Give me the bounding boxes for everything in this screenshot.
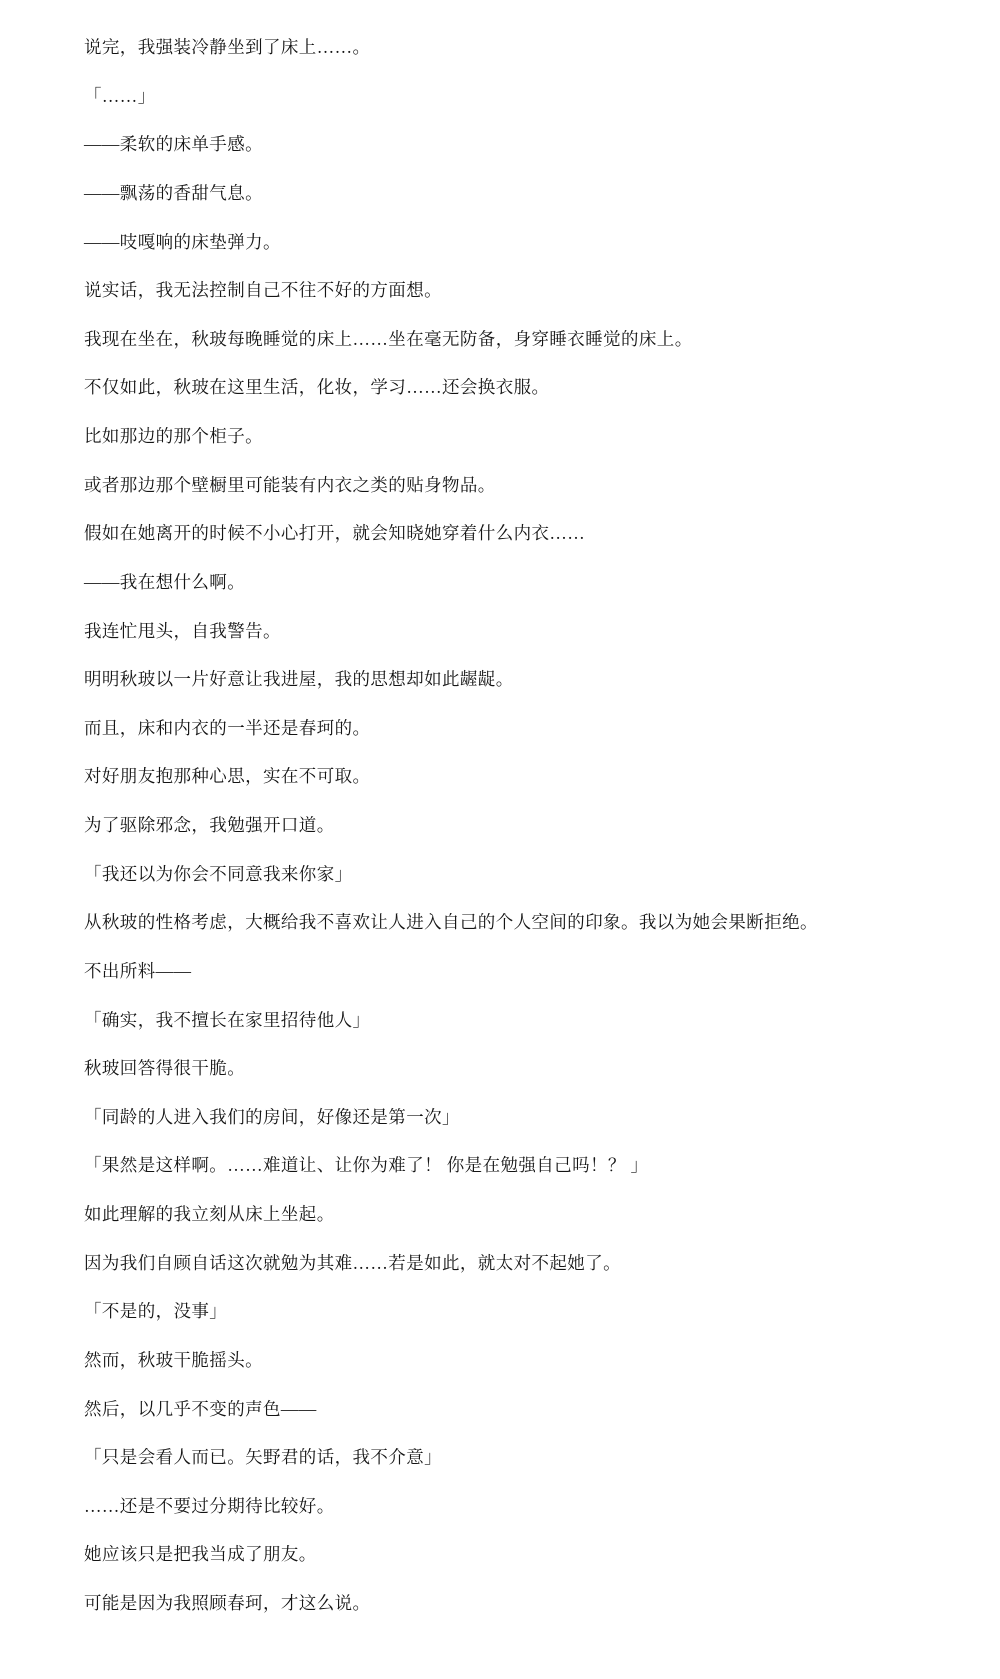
- paragraph: 可能是因为我照顾春珂，才这么说。: [84, 1593, 371, 1613]
- paragraph: 说完，我强装冷静坐到了床上……。: [84, 37, 371, 57]
- paragraph: 说实话，我无法控制自己不往不好的方面想。: [84, 280, 442, 301]
- paragraph: 然后，以几乎不变的声色——: [84, 1398, 317, 1419]
- paragraph: 她应该只是把我当成了朋友。: [84, 1544, 317, 1565]
- paragraph: 「果然是这样啊。……难道让、让你为难了！ 你是在勉强自己吗！？ 」: [84, 1155, 649, 1176]
- paragraph: 「同龄的人进入我们的房间，好像还是第一次」: [84, 1106, 460, 1127]
- paragraph: 「我还以为你会不同意我来你家」: [84, 863, 353, 884]
- paragraph: 而且，床和内衣的一半还是春珂的。: [84, 717, 371, 738]
- paragraph: 我连忙甩头，自我警告。: [84, 620, 281, 641]
- paragraph: 如此理解的我立刻从床上坐起。: [84, 1204, 335, 1224]
- paragraph: ——飘荡的香甜气息。: [84, 182, 263, 203]
- paragraph: 比如那边的那个柜子。: [84, 426, 263, 446]
- paragraph: 秋玻回答得很干脆。: [84, 1058, 246, 1079]
- paragraph: 「只是会看人而已。矢野君的话，我不介意」: [84, 1447, 442, 1468]
- paragraph: 然而，秋玻干脆摇头。: [84, 1349, 263, 1370]
- paragraph: 或者那边那个壁橱里可能装有内衣之类的贴身物品。: [84, 474, 496, 495]
- paragraph: 我现在坐在，秋玻每晚睡觉的床上……坐在毫无防备，身穿睡衣睡觉的床上。: [84, 328, 693, 349]
- paragraph: 不出所料——: [84, 960, 192, 981]
- paragraph: 因为我们自顾自话这次就勉为其难……若是如此，就太对不起她了。: [84, 1252, 621, 1273]
- paragraph: 从秋玻的性格考虑，大概给我不喜欢让人进入自己的个人空间的印象。我以为她会果断拒绝。: [84, 912, 818, 933]
- paragraph: 「不是的，没事」: [84, 1301, 228, 1322]
- paragraph: ——我在想什么啊。: [84, 571, 246, 592]
- paragraph: 明明秋玻以一片好意让我进屋，我的思想却如此龌龊。: [84, 669, 514, 690]
- paragraph: 为了驱除邪念，我勉强开口道。: [84, 815, 335, 835]
- document-body: [84, 34, 938, 1617]
- paragraph: 对好朋友抱那种心思，实在不可取。: [84, 766, 371, 787]
- paragraph: ……还是不要过分期待比较好。: [84, 1495, 335, 1516]
- paragraph: 不仅如此，秋玻在这里生活，化妆，学习……还会换衣服。: [84, 377, 550, 398]
- paragraph: 「确实，我不擅长在家里招待他人」: [84, 1009, 371, 1030]
- paragraph: 假如在她离开的时候不小心打开，就会知晓她穿着什么内衣……: [84, 523, 586, 544]
- paragraph: ——吱嘎响的床垫弹力。: [84, 231, 281, 252]
- paragraph: ——柔软的床单手感。: [84, 134, 263, 155]
- paragraph: 「……」: [84, 85, 156, 106]
